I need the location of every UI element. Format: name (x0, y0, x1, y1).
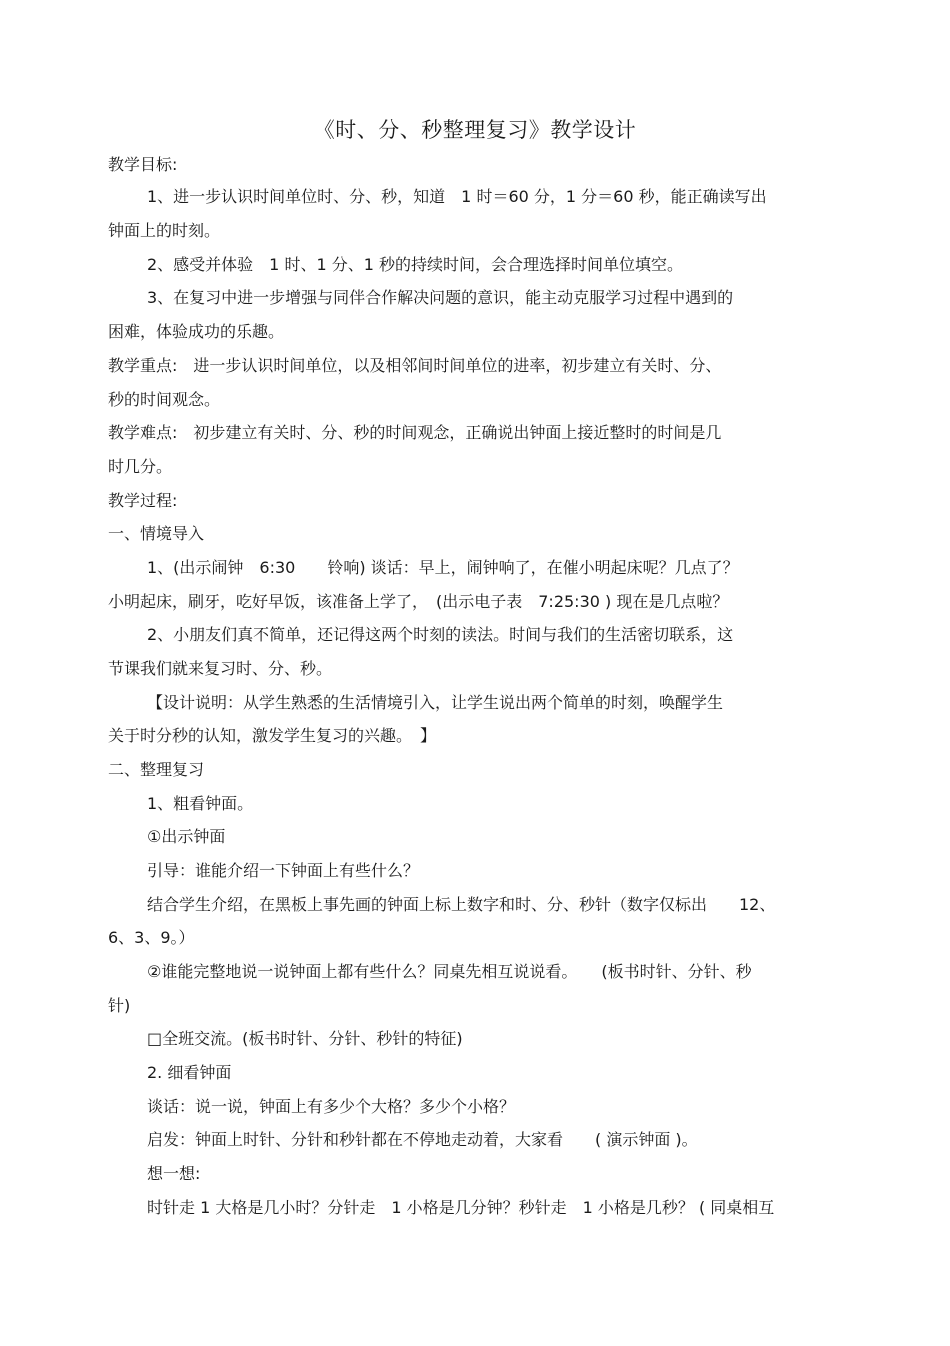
review-think: 想一想: (147, 1164, 201, 1183)
difficulty-line-2: 时几分。 (108, 457, 173, 476)
review-step-2: 2. 细看钟面 (147, 1063, 232, 1082)
review-step-1-a: ①出示钟面 (147, 827, 226, 846)
document-title: 《时、分、秒整理复习》教学设计 (313, 118, 637, 142)
intro-2-line-2: 节课我们就来复习时、分、秒。 (108, 659, 333, 678)
intro-1-line-2: 小明起床，刷牙，吃好早饭，该准备上学了， (出示电子表 7:25:30 ) 现在是几点啦？ (108, 592, 729, 611)
review-inspire: 启发：钟面上时针、分针和秒针都在不停地走动着，大家看 ( 演示钟面 )。 (147, 1130, 698, 1149)
design-note-line-2: 关于时分秒的认知，激发学生复习的兴趣。 】 (108, 726, 437, 745)
key-point-line-2: 秒的时间观念。 (108, 390, 221, 409)
review-step-1: 1、粗看钟面。 (147, 794, 254, 813)
objective-3-line-2: 困难，体验成功的乐趣。 (108, 322, 285, 341)
difficulty-line-1: 教学难点: 初步建立有关时、分、秒的时间观念，正确说出钟面上接近整时的时间是几 (108, 423, 722, 442)
objective-2: 2、感受并体验 1 时、1 分、1 秒的持续时间，会合理选择时间单位填空。 (147, 255, 683, 274)
intro-2-line-1: 2、小朋友们真不简单，还记得这两个时刻的读法。时间与我们的生活密切联系，这 (147, 625, 734, 644)
section-heading-objectives: 教学目标: (108, 155, 178, 174)
section-heading-review: 二、整理复习 (108, 760, 205, 779)
section-heading-process: 教学过程: (108, 491, 178, 510)
review-board-line-1: 结合学生介绍，在黑板上事先画的钟面上标上数字和时、分、秒针（数字仅标出 12、 (147, 895, 776, 914)
objective-1-line-2: 钟面上的时刻。 (108, 221, 221, 240)
section-heading-intro: 一、情境导入 (108, 524, 205, 543)
review-guide: 引导：谁能介绍一下钟面上有些什么？ (147, 861, 420, 880)
intro-1-line-1: 1、(出示闹钟 6:30 铃响) 谈话：早上，闹钟响了，在催小明起床呢？几点了？ (147, 558, 739, 577)
objective-1-line-1: 1、进一步认识时间单位时、分、秒，知道 1 时＝60 分，1 分＝60 秒，能正确读写出 (147, 187, 767, 206)
design-note-line-1: 【设计说明：从学生熟悉的生活情境引入，让学生说出两个简单的时刻，唤醒学生 (147, 693, 724, 712)
key-point-line-1: 教学重点: 进一步认识时间单位，以及相邻间时间单位的进率，初步建立有关时、分、 (108, 356, 722, 375)
review-class-exchange: □全班交流。(板书时针、分针、秒针的特征) (147, 1029, 463, 1048)
review-step-1-b-line-2: 针) (108, 996, 131, 1015)
review-questions: 时针走 1 大格是几小时？分针走 1 小格是几分钟？秒针走 1 小格是几秒？ ( 同桌相互 (147, 1198, 775, 1217)
review-talk: 谈话：说一说，钟面上有多少个大格？多少个小格？ (147, 1097, 516, 1116)
review-board-line-2: 6、3、9。） (108, 928, 195, 947)
review-step-1-b-line-1: ②谁能完整地说一说钟面上都有些什么？同桌先相互说说看。 (板书时针、分针、秒 (147, 962, 752, 981)
objective-3-line-1: 3、在复习中进一步增强与同伴合作解决问题的意识，能主动克服学习过程中遇到的 (147, 288, 734, 307)
